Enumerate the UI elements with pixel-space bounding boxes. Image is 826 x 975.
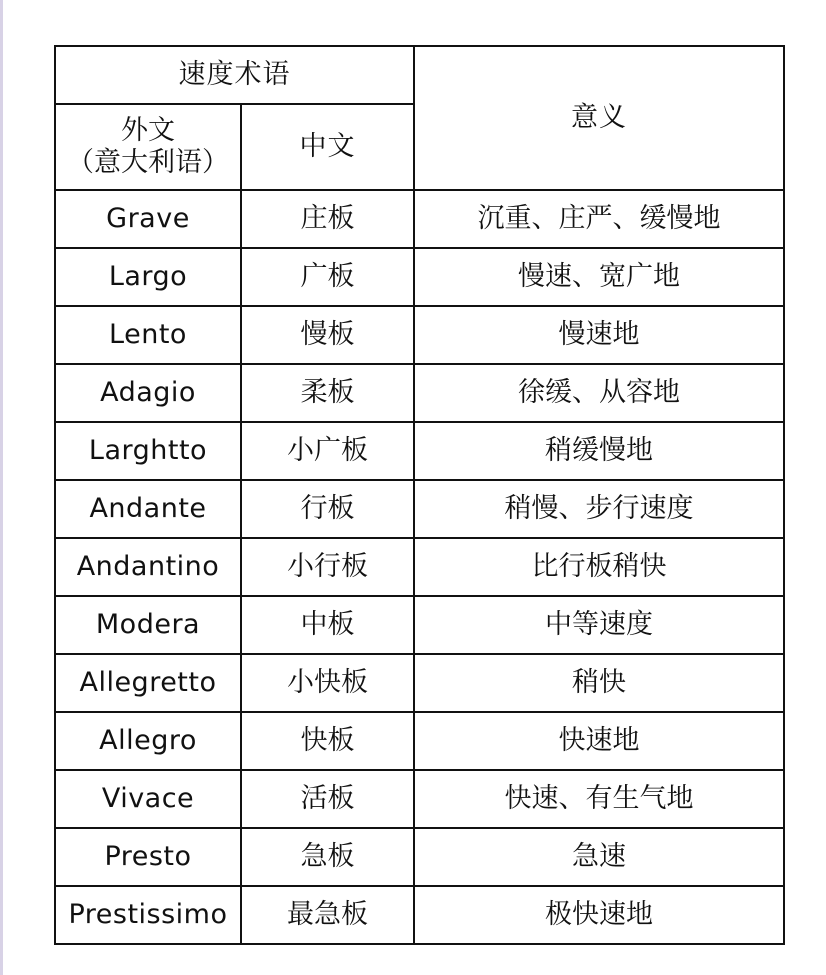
foreign-term-cell: Adagio [55,364,241,422]
chinese-term-cell: 庄板 [241,190,414,248]
meaning-cell: 急速 [414,828,784,886]
header-row-group [55,46,784,104]
chinese-term-cell: 急板 [241,828,414,886]
chinese-term-cell: 小快板 [241,654,414,712]
chinese-term-cell: 慢板 [241,306,414,364]
meaning-cell: 快速、有生气地 [414,770,784,828]
header-foreign-note: （意大利语） [67,147,229,178]
table-row [55,306,784,364]
chinese-term-cell: 行板 [241,480,414,538]
meaning-cell: 慢速、宽广地 [414,248,784,306]
meaning-cell: 稍缓慢地 [414,422,784,480]
foreign-term-cell: Modera [55,596,241,654]
foreign-term-cell: Largo [55,248,241,306]
table-row [55,248,784,306]
foreign-term-cell: Andantino [55,538,241,596]
chinese-term-cell: 活板 [241,770,414,828]
header-chinese: 中文 [241,104,414,190]
table-row [55,596,784,654]
header-foreign: 外文 [121,114,175,146]
foreign-term-cell: Andante [55,480,241,538]
chinese-term-cell: 柔板 [241,364,414,422]
header-meaning: 意义 [414,46,784,190]
table-row [55,480,784,538]
meaning-cell: 快速地 [414,712,784,770]
header-foreign-cell [55,104,241,190]
page-edge-strip [0,0,3,975]
table-row [55,422,784,480]
chinese-term-cell: 中板 [241,596,414,654]
header-group-title: 速度术语 [55,46,414,104]
table-row [55,770,784,828]
table-row [55,828,784,886]
foreign-term-cell: Vivace [55,770,241,828]
meaning-cell: 稍快 [414,654,784,712]
chinese-term-cell: 小行板 [241,538,414,596]
meaning-cell: 沉重、庄严、缓慢地 [414,190,784,248]
foreign-term-cell: Lento [55,306,241,364]
meaning-cell: 极快速地 [414,886,784,944]
table-row [55,886,784,944]
chinese-term-cell: 最急板 [241,886,414,944]
foreign-term-cell: Prestissimo [55,886,241,944]
tempo-terms-table [54,45,785,945]
chinese-term-cell: 快板 [241,712,414,770]
chinese-term-cell: 广板 [241,248,414,306]
foreign-term-cell: Grave [55,190,241,248]
table-row [55,712,784,770]
meaning-cell: 中等速度 [414,596,784,654]
meaning-cell: 徐缓、从容地 [414,364,784,422]
meaning-cell: 慢速地 [414,306,784,364]
meaning-cell: 比行板稍快 [414,538,784,596]
foreign-term-cell: Presto [55,828,241,886]
meaning-cell: 稍慢、步行速度 [414,480,784,538]
chinese-term-cell: 小广板 [241,422,414,480]
foreign-term-cell: Allegretto [55,654,241,712]
table-row [55,364,784,422]
foreign-term-cell: Larghtto [55,422,241,480]
foreign-term-cell: Allegro [55,712,241,770]
table-row [55,190,784,248]
table-row [55,538,784,596]
table-row [55,654,784,712]
